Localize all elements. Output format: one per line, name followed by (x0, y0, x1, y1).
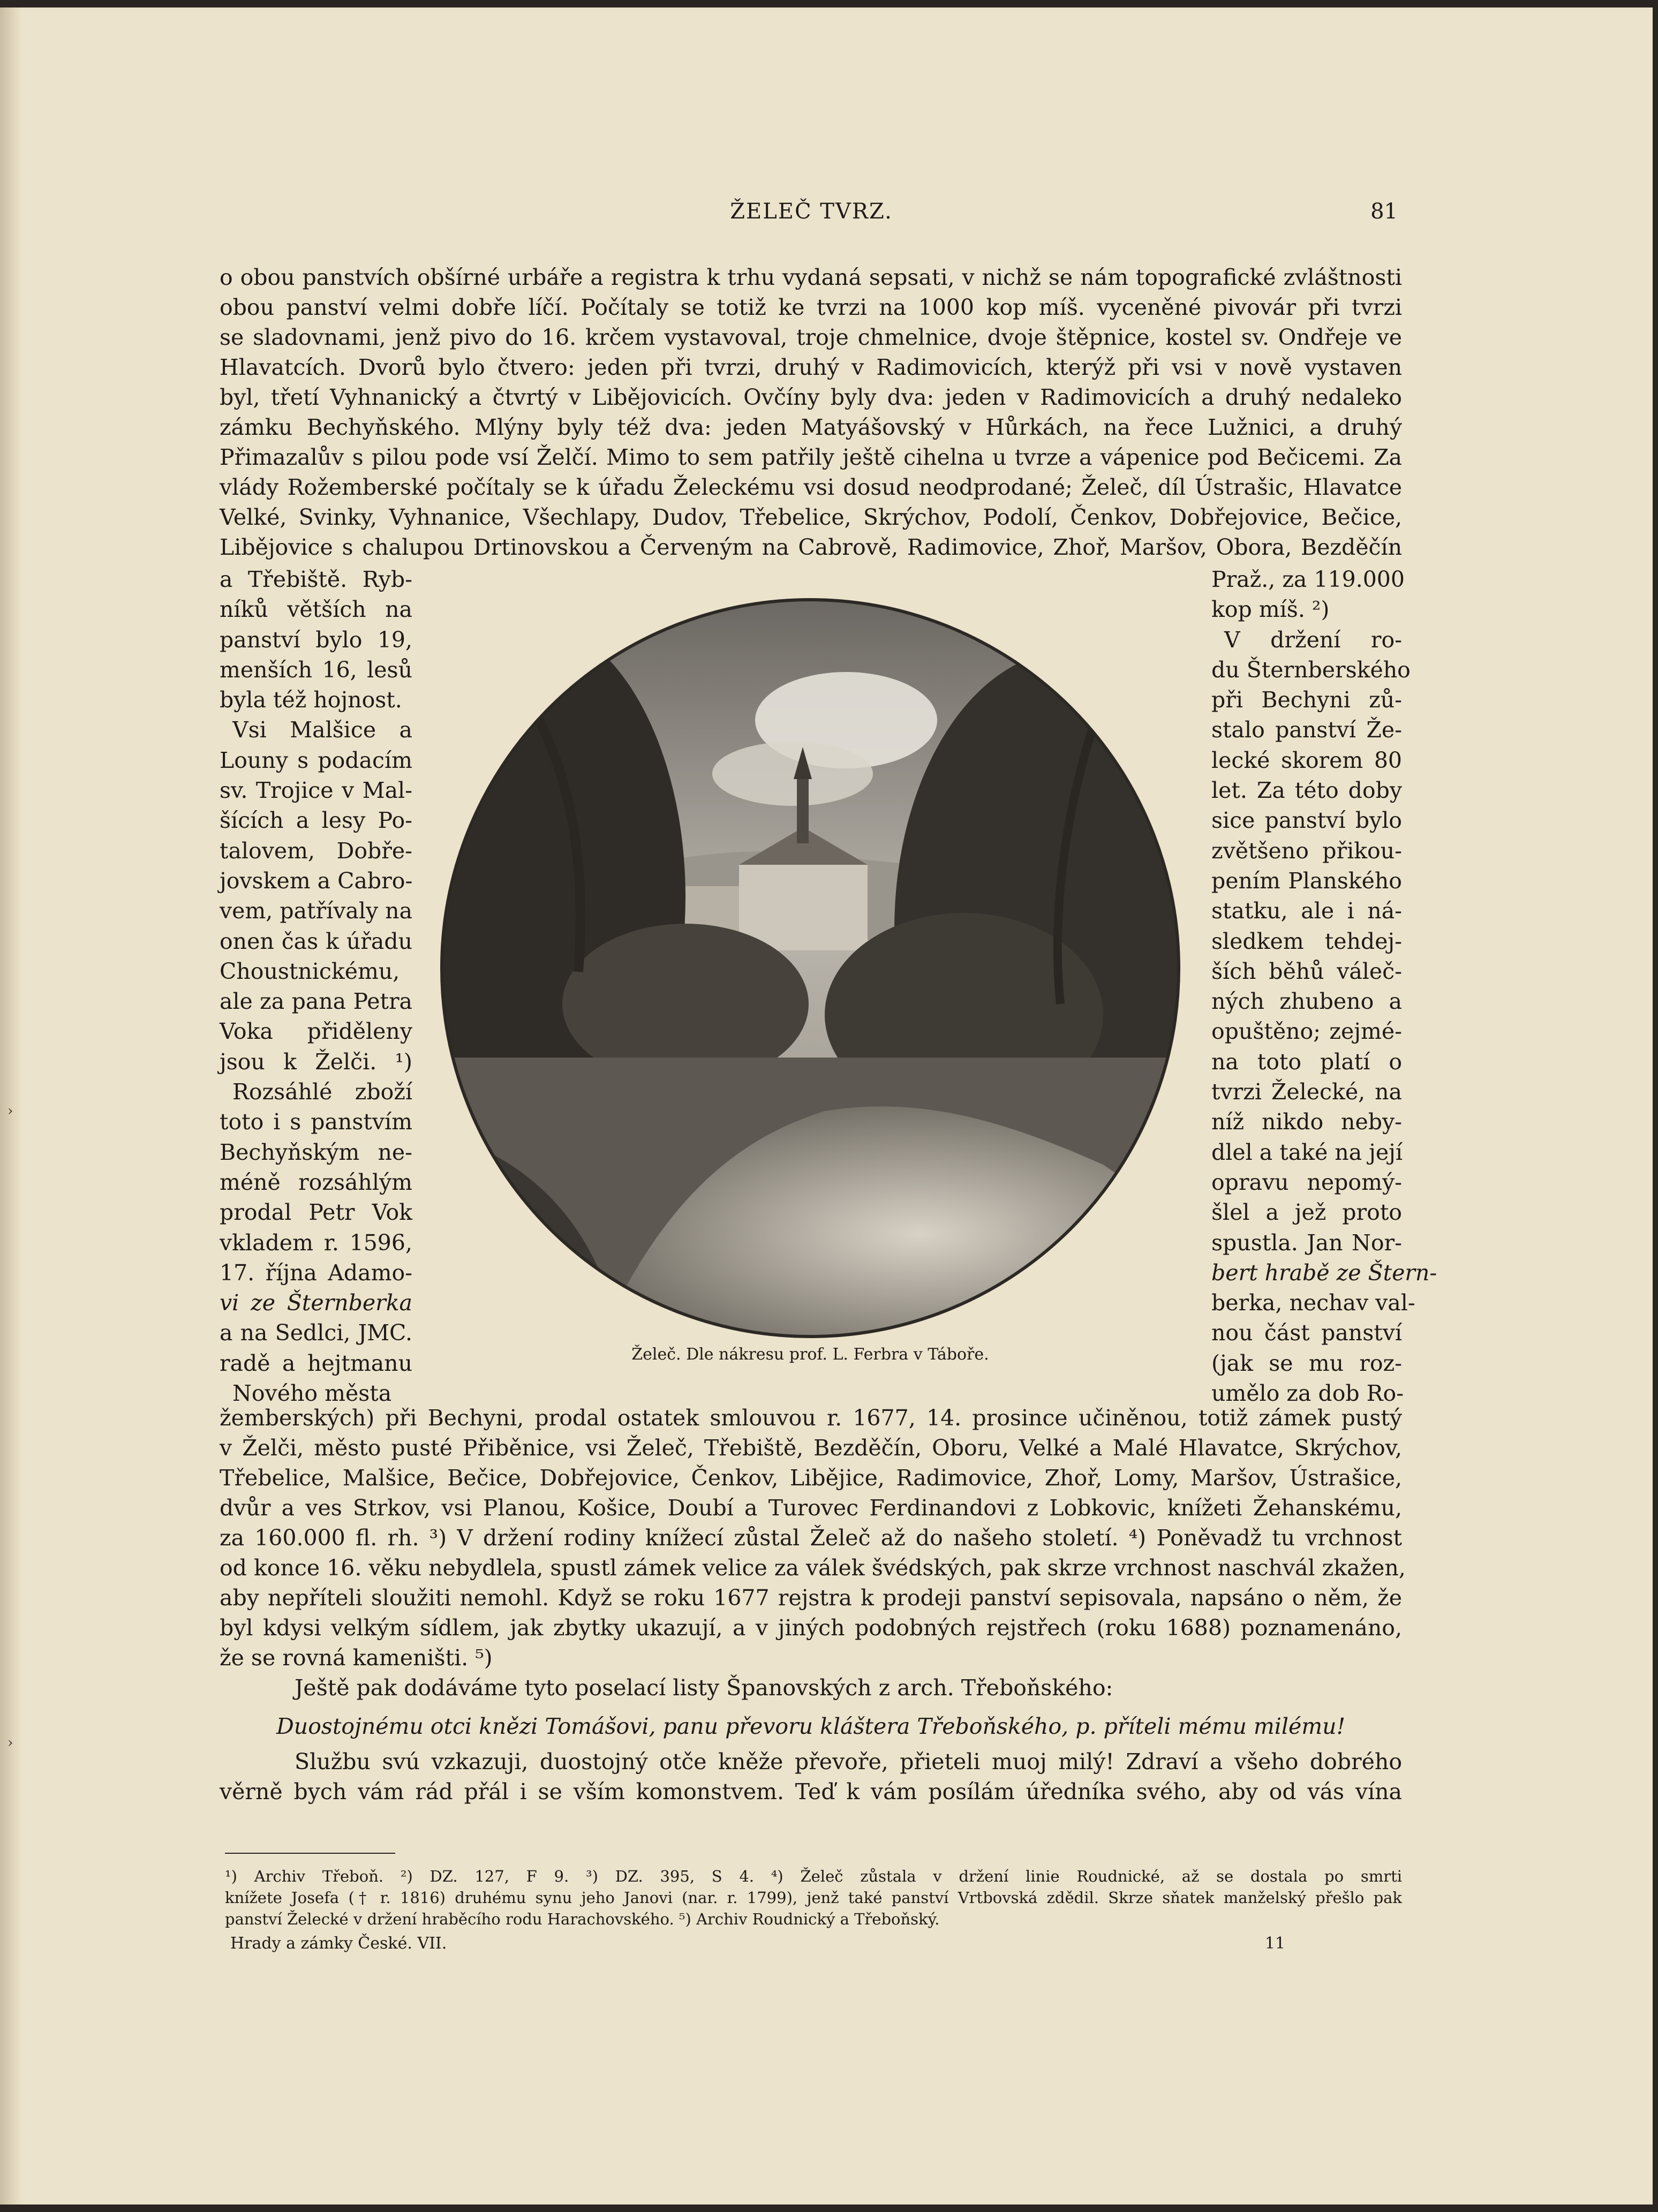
signature-number: 11 (1264, 1934, 1285, 1953)
right-text-column (1211, 564, 1437, 1408)
text-line: žemberských) při Bechyni, prodal ostatek smlouvou r. 1677, 14. prosince učiněnou, totiž zámek pustý (220, 1405, 1402, 1431)
text-line: a Třebiště. Ryb- (220, 567, 412, 592)
text-line: vi ze Šternberka (220, 1290, 412, 1316)
scan-border-right (1653, 0, 1658, 2212)
text-line: panství bylo 19, (220, 626, 412, 653)
scan-border-top (0, 0, 1658, 7)
text-line: Rozsáhlé zboží (232, 1079, 412, 1105)
text-line: Choustnickému, (220, 958, 400, 984)
text-line: dvůr a ves Strkov, vsi Planou, Košice, Doubí a Turovec Ferdinandovi z Lobkovic, knížeti Žehanskému, (220, 1495, 1402, 1521)
footnote-rule (225, 1853, 395, 1854)
text-line: tvrzi Želecké, na (1211, 1079, 1402, 1105)
letter-salutation: Duostojnému otci knězi Tomášovi, panu převoru kláštera Třeboňského, p. příteli mému milému! (276, 1713, 1346, 1739)
text-line: sice panství bylo (1211, 807, 1402, 834)
text-line: talovem, Dobře- (220, 837, 412, 864)
text-line: Hlavatcích. Dvorů bylo čtvero: jeden při tvrzi, druhý v Radimovicích, kterýž při vsi v nově vystaven (220, 354, 1402, 380)
text-line: vem, patřívaly na (220, 898, 413, 924)
margin-mark: › (7, 1735, 13, 1751)
text-line: stalo panství Že- (1211, 717, 1402, 743)
text-line: pením Planského (1211, 867, 1402, 894)
text-line: Službu svú vzkazuji, duostojný otče kněže převoře, přieteli muoj milý! Zdraví a všeho dobrého (295, 1749, 1402, 1775)
text-line: dlel a také na její (1211, 1139, 1403, 1165)
text-line: za 160.000 fl. rh. ³) V držení rodiny knížecí zůstal Želeč až do našeho století. ⁴) Poněvadž tu vrchnost (220, 1525, 1402, 1551)
text-line: nou část panství (1211, 1320, 1402, 1346)
text-line: Praž., za 119.000 (1211, 567, 1405, 592)
footnote-line: panství Želecké v držení hraběcího rodu Harachovského. ⁵) Archiv Roudnický a Třeboňský. (225, 1910, 940, 1928)
scan-border-bottom (0, 2205, 1658, 2212)
text-line: vlády Rožemberské počítaly se k úřadu Želeckému vsi dosud neodprodané; Želeč, díl Ústrašic, Hlavatce (220, 474, 1402, 500)
text-line: lecké skorem 80 (1211, 747, 1402, 773)
text-line: že se rovná kameništi. ⁵) (220, 1645, 493, 1671)
text-line: opravu nepomý- (1211, 1169, 1402, 1195)
text-line: prodal Petr Vok (220, 1199, 412, 1226)
book-signature: Hrady a zámky České. VII. (230, 1934, 447, 1953)
text-line: šících a lesy Po- (220, 807, 412, 834)
text-line: menších 16, lesů (220, 656, 412, 683)
text-line: (jak se mu roz- (1211, 1350, 1402, 1376)
text-line: sv. Trojice v Mal- (220, 777, 412, 804)
footnote-line: knížete Josefa († r. 1816) druhému synu jeho Janovi (nar. r. 1799), jenž také panství Vrtbovská zdědil. Skrze sňatek manželský přešlo pak (225, 1889, 1402, 1907)
footnote-line: ¹) Archiv Třeboň. ²) DZ. 127, F 9. ³) DZ. 395, S 4. ⁴) Želeč zůstala v držení linie Roudnické, až se dostala po smrti (225, 1867, 1402, 1885)
text-line: zvětšeno přikou- (1211, 837, 1402, 864)
text-line: vkladem r. 1596, (220, 1229, 412, 1256)
left-text-column (220, 564, 412, 1408)
text-line: níž nikdo neby- (1211, 1109, 1402, 1135)
text-line: Přimazalův s pilou pode vsí Želčí. Mimo to sem patřily ještě cihelna u tvrze a vápenice pod Bečicemi. Za (220, 444, 1402, 470)
text-line: let. Za této doby (1211, 777, 1402, 804)
text-line: obou panství velmi dobře líčí. Počítaly se totiž ke tvrzi na 1000 kop míš. vyceněné pivovár při tvrzi (220, 295, 1402, 320)
illustration-caption: Želeč. Dle nákresu prof. L. Ferbra v Táboře. (631, 1345, 989, 1364)
text-line: méně rozsáhlým (220, 1169, 412, 1195)
body-text-bottom (220, 1403, 1406, 1807)
running-head: ŽELEČ TVRZ. (730, 199, 893, 224)
text-line: du Šternberského (1211, 656, 1411, 683)
text-line: se sladovnami, jenž pivo do 16. krčem vystavoval, troje chmelnice, dvoje štěpnice, kostel sv. Ondřeje ve (220, 324, 1402, 350)
text-line: jsou k Želči. ¹) (220, 1048, 412, 1075)
text-line: berka, nechav val- (1211, 1290, 1415, 1316)
text-line: od konce 16. věku nebydlela, spustl zámek velice za válek švédských, pak skrze vrchnost naschvál zkažen, (220, 1555, 1406, 1581)
text-line: Voka přiděleny (220, 1018, 412, 1045)
page-number: 81 (1370, 199, 1398, 224)
text-line: radě a hejtmanu (220, 1350, 412, 1376)
margin-mark: › (7, 1103, 13, 1119)
text-line: jovskem a Cabro- (220, 867, 413, 894)
text-line: na toto platí o (1211, 1048, 1402, 1075)
text-line: byl kdysi velkým sídlem, jak zbytky ukazují, a v jiných podobných rejstřech (roku 1688) poznamenáno, (220, 1615, 1402, 1641)
footnotes (225, 1866, 1402, 1930)
text-line: Vsi Malšice a (232, 717, 412, 743)
text-line: Ještě pak dodáváme tyto poselací listy Španovských z arch. Třeboňského: (295, 1675, 1113, 1701)
text-line: byl, třetí Vyhnanický a čtvrtý v Libějovicích. Ovčíny byly dva: jeden v Radimovicích a druhý nedaleko (220, 384, 1402, 410)
text-line: spustla. Jan Nor- (1211, 1229, 1402, 1256)
text-line: 17. října Adamo- (220, 1259, 412, 1286)
text-line: Velké, Svinky, Vyhnanice, Všechlapy, Dudov, Třebelice, Skrýchov, Podolí, Čenkov, Dobřejovice, Bečice, (220, 504, 1402, 530)
text-line: při Bechyni zů- (1211, 687, 1402, 713)
text-line: statku, ale i ná- (1211, 898, 1402, 924)
text-line: a na Sedlci, JMC. (220, 1320, 412, 1346)
text-line: Bechyňským ne- (220, 1139, 412, 1165)
text-line: opuštěno; zejmé- (1211, 1018, 1402, 1045)
text-line: kop míš. ²) (1211, 597, 1330, 623)
text-line: věrně bych vám rád přál i se vším komonstvem. Teď k vám posílám úředníka svého, aby od vás vína (220, 1779, 1402, 1805)
text-line: Louny s podacím (220, 747, 412, 773)
text-line: ných zhubeno a (1211, 988, 1402, 1015)
text-line: šlel a jež proto (1211, 1199, 1402, 1226)
body-text-top (220, 262, 1402, 562)
text-line: o obou panstvích obšírné urbáře a registra k trhu vydaná sepsati, v nichž se nám topografické zvláštnosti (220, 265, 1402, 290)
text-line: toto i s panstvím (220, 1109, 412, 1135)
text-line: sledkem tehdej- (1211, 928, 1402, 954)
text-line: bert hrabě ze Štern- (1211, 1259, 1437, 1286)
text-line: umělo za dob Ro- (1211, 1380, 1404, 1407)
zelec-vignette-illustration (439, 597, 1181, 1339)
text-line: ších běhů váleč- (1211, 958, 1402, 984)
text-line: aby nepříteli sloužiti nemohl. Když se roku 1677 rejstra k prodeji panství sepisovala, napsáno o něm, že (220, 1585, 1402, 1611)
text-line: níků větších na (220, 597, 412, 623)
text-line: V držení ro- (1224, 626, 1402, 653)
text-line: Nového města (232, 1380, 392, 1407)
text-line: byla též hojnost. (220, 687, 402, 713)
text-line: zámku Bechyňského. Mlýny byly též dva: jeden Matyášovský v Hůrkách, na řece Lužnici, a druhý (220, 414, 1402, 440)
text-line: onen čas k úřadu (220, 928, 412, 954)
text-line: Třebelice, Malšice, Bečice, Dobřejovice, Čenkov, Libějice, Radimovice, Zhoř, Lomy, Maršov, Ústrašice, (220, 1465, 1402, 1491)
text-line: ale za pana Petra (220, 988, 412, 1015)
text-line: v Želči, město pusté Přiběnice, vsi Želeč, Třebiště, Bezděčín, Oboru, Velké a Malé Hlavatce, Skrýchov, (220, 1435, 1402, 1461)
text-line: Libějovice s chalupou Drtinovskou a Červeným na Cabrově, Radimovice, Zhoř, Maršov, Obora, Bezděčín (220, 534, 1402, 560)
